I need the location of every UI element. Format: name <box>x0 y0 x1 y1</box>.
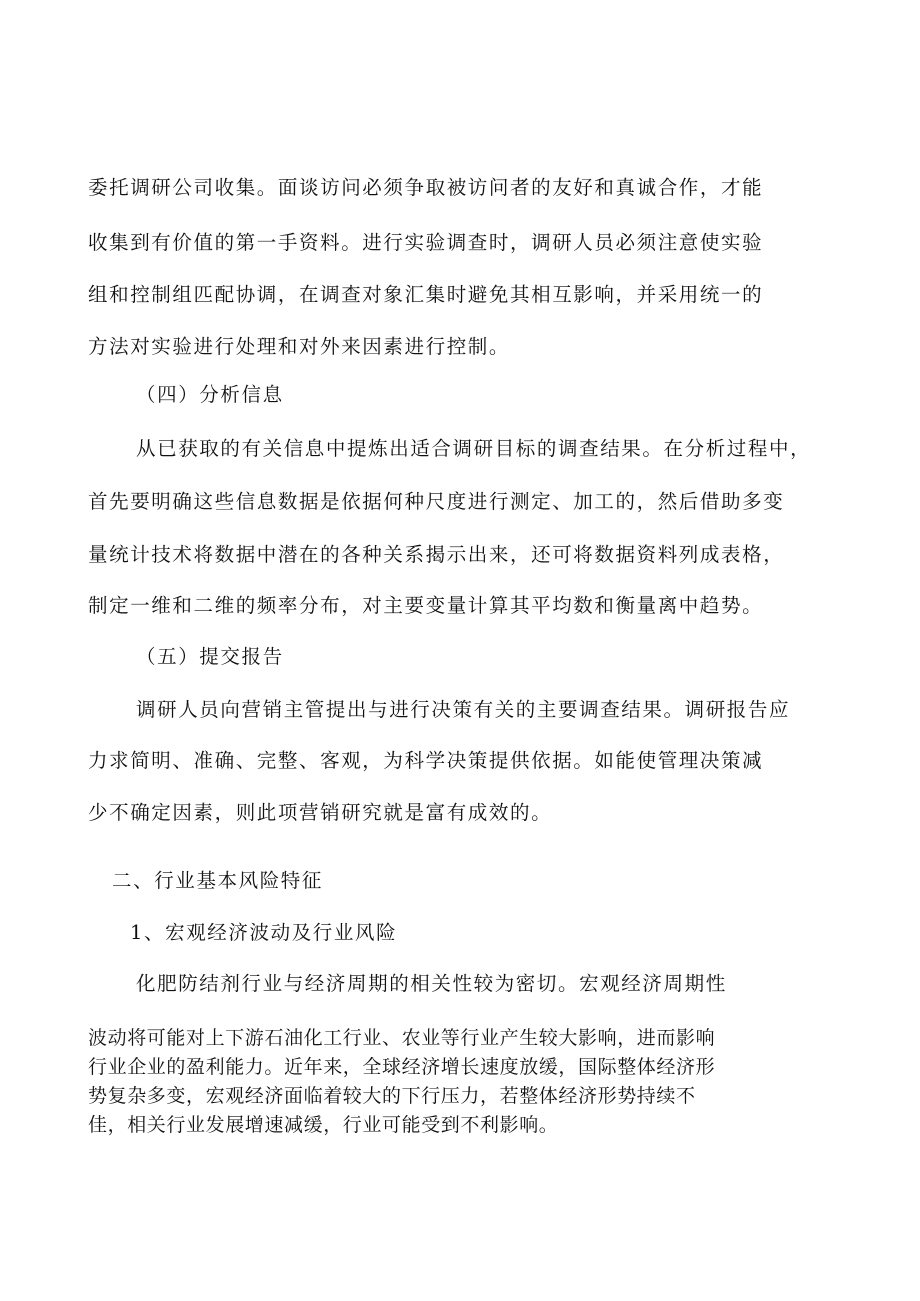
paragraph-line: 方法对实验进行处理和对外来因素进行控制。 <box>88 335 511 358</box>
section-heading: （五）提交报告 <box>136 645 284 668</box>
paragraph-line: 从已获取的有关信息中提炼出适合调研目标的调查结果。在分析过程中， <box>136 437 812 460</box>
paragraph-line: 化肥防结剂行业与经济周期的相关性较为密切。宏观经济周期性 <box>136 972 727 995</box>
paragraph-line: 佳，相关行业发展增速减缓，行业可能受到不利影响。 <box>88 1114 559 1136</box>
paragraph-line: 制定一维和二维的频率分布，对主要变量计算其平均数和衡量离中趋势。 <box>88 594 764 617</box>
paragraph-line: 首先要明确这些信息数据是依据何种尺度进行测定、加工的，然后借助多变 <box>88 490 785 513</box>
section-heading: （四）分析信息 <box>136 383 284 406</box>
paragraph-line: 调研人员向营销主管提出与进行决策有关的主要调查结果。调研报告应 <box>136 698 791 721</box>
paragraph-line: 少不确定因素，则此项营销研究就是富有成效的。 <box>88 801 553 824</box>
paragraph-line: 行业企业的盈利能力。近年来，全球经济增长速度放缓，国际整体经济形 <box>88 1056 716 1078</box>
paragraph-line: 力求简明、准确、完整、客观，为科学决策提供依据。如能使管理决策减 <box>88 749 764 772</box>
subsection-heading: 1、宏观经济波动及行业风险 <box>130 921 398 944</box>
paragraph-line: 波动将可能对上下游石油化工行业、农业等行业产生较大影响，进而影响 <box>88 1027 716 1049</box>
paragraph-line: 量统计技术将数据中潜在的各种关系揭示出来，还可将数据资料列成表格， <box>88 543 785 566</box>
paragraph-line: 收集到有价值的第一手资料。进行实验调查时，调研人员必须注意使实验 <box>88 231 764 254</box>
chapter-heading: 二、行业基本风险特征 <box>112 869 324 892</box>
paragraph-line: 组和控制组匹配协调，在调查对象汇集时避免其相互影响，并采用统一的 <box>88 283 764 306</box>
paragraph-line: 势复杂多变，宏观经济面临着较大的下行压力，若整体经济形势持续不 <box>88 1085 696 1107</box>
paragraph-line: 委托调研公司收集。面谈访问必须争取被访问者的友好和真诚合作，才能 <box>88 176 764 199</box>
